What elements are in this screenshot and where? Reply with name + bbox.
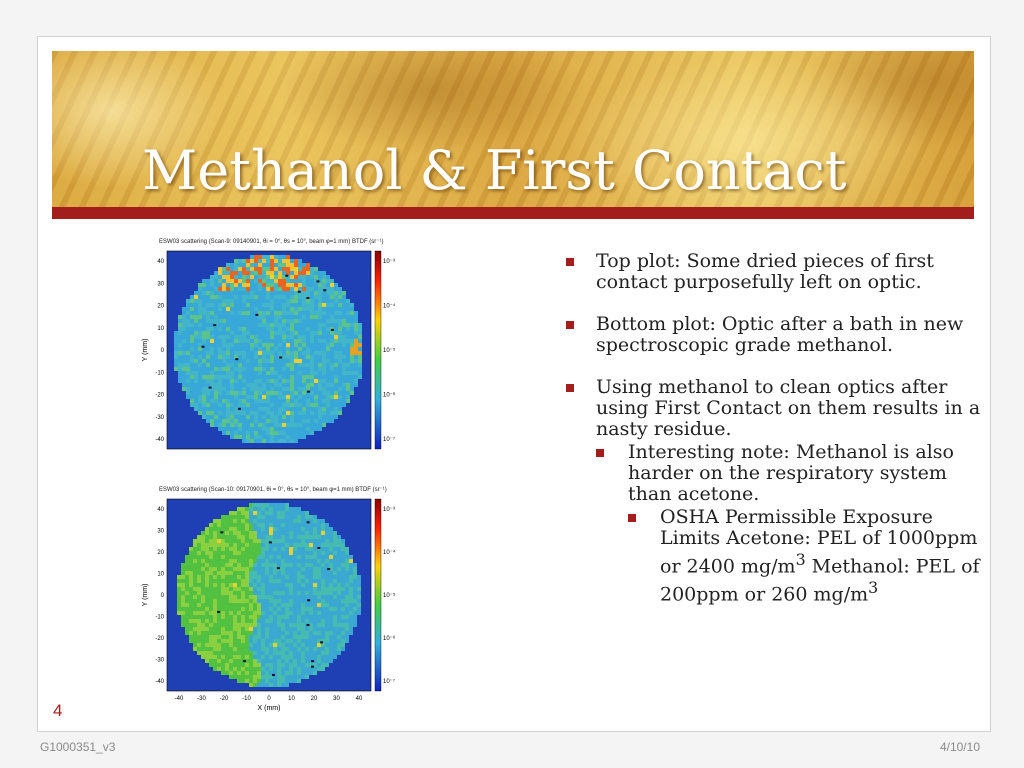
y-tick-label: 40 bbox=[157, 259, 164, 265]
y-tick-label: -10 bbox=[155, 614, 164, 621]
bullet-methanol-residue bbox=[562, 377, 982, 606]
osha-text-part2: Methanol: PEL of 200ppm or 260 mg/m bbox=[660, 555, 980, 606]
colorbar-tick-label: 10⁻⁶ bbox=[383, 636, 396, 642]
x-tick-label: -20 bbox=[219, 696, 229, 702]
sub-bullet-respiratory bbox=[596, 442, 982, 606]
bullet-text: Top plot: Some dried pieces of first contact purposefully left on optic. bbox=[596, 250, 934, 293]
bullet-top-plot bbox=[562, 251, 982, 293]
bullet-bottom-plot bbox=[562, 314, 982, 356]
title-banner bbox=[52, 51, 974, 207]
scatter-map-top bbox=[139, 233, 409, 465]
y-tick-label: -40 bbox=[155, 679, 164, 685]
bullet-square-icon bbox=[566, 258, 574, 266]
sub-sub-bullet-osha bbox=[628, 507, 982, 606]
x-tick-label: -30 bbox=[197, 696, 206, 702]
bullet-square-icon bbox=[566, 321, 574, 329]
y-tick-label: -20 bbox=[155, 636, 164, 642]
y-tick-label: 30 bbox=[157, 281, 164, 288]
bullet-text: Bottom plot: Optic after a bath in new spectroscopic grade methanol. bbox=[596, 313, 964, 356]
x-tick-label: 10 bbox=[288, 696, 295, 702]
y-tick-label: 0 bbox=[160, 593, 164, 599]
footer-date: 4/10/10 bbox=[939, 740, 980, 754]
scatter-map-bottom bbox=[139, 481, 409, 721]
y-tick-label: -30 bbox=[155, 657, 164, 664]
colorbar-tick-label: 10⁻⁷ bbox=[383, 679, 396, 685]
y-tick-label: -20 bbox=[155, 392, 164, 399]
y-tick-label: 10 bbox=[157, 325, 164, 332]
title-divider-bar bbox=[52, 207, 974, 219]
x-tick-label: 40 bbox=[355, 696, 363, 702]
bullet-square-icon bbox=[596, 449, 604, 457]
plot-title: ESW03 scattering (Scan-9: 09140901, θi = 0°, θs = 10°, beam φ=1 mm) BTDF (sr⁻¹) bbox=[159, 239, 384, 245]
sub-bullet-text: Interesting note: Methanol is also harder on the respiratory system than acetone. bbox=[628, 441, 954, 505]
x-tick-label: 0 bbox=[267, 696, 271, 702]
x-tick-label: -10 bbox=[242, 696, 251, 702]
slide bbox=[37, 36, 991, 732]
x-tick-label: 30 bbox=[333, 696, 340, 702]
bullet-text: Using methanol to clean optics after using First Contact on them results in a nasty residue. bbox=[596, 376, 981, 440]
bullet-square-icon bbox=[566, 384, 574, 392]
x-tick-label: -40 bbox=[174, 696, 184, 702]
y-tick-label: 30 bbox=[157, 528, 164, 535]
colorbar-tick-label: 10⁻⁷ bbox=[383, 437, 396, 443]
y-tick-label: -10 bbox=[155, 370, 164, 377]
colorbar-tick-label: 10⁻³ bbox=[383, 259, 395, 265]
colorbar-tick-label: 10⁻⁴ bbox=[383, 303, 396, 310]
y-tick-label: -40 bbox=[155, 437, 164, 443]
colorbar-tick-label: 10⁻⁵ bbox=[383, 348, 396, 354]
colorbar bbox=[375, 251, 381, 449]
plot-title: ESW03 scattering (Scan-10: 09170901, θi = 0°, θs = 10°, beam φ=1 mm) BTDF (sr⁻¹) bbox=[159, 487, 387, 493]
y-axis-label: Y (mm) bbox=[142, 583, 149, 607]
scatter-disc bbox=[174, 255, 362, 443]
osha-text-part1: OSHA Permissible Exposure Limits Acetone: PEL of 1000ppm or 2400 mg/m bbox=[660, 506, 978, 578]
y-tick-label: 20 bbox=[157, 303, 164, 310]
osha-sup2: 3 bbox=[868, 578, 879, 598]
y-axis-label: Y (mm) bbox=[142, 338, 149, 362]
colorbar-tick-label: 10⁻⁵ bbox=[383, 593, 396, 599]
colorbar-tick-label: 10⁻⁶ bbox=[383, 392, 396, 399]
x-tick-label: 20 bbox=[310, 696, 318, 702]
y-tick-label: 40 bbox=[157, 507, 164, 513]
colorbar bbox=[375, 499, 381, 691]
bullet-list bbox=[562, 251, 982, 627]
y-tick-label: -30 bbox=[155, 414, 164, 421]
y-tick-label: 20 bbox=[157, 550, 164, 556]
osha-sup1: 3 bbox=[795, 550, 806, 569]
page-number: 4 bbox=[53, 701, 63, 720]
x-axis-label: X (mm) bbox=[257, 705, 281, 712]
colorbar-tick-label: 10⁻³ bbox=[383, 507, 395, 513]
bullet-square-icon bbox=[628, 514, 636, 522]
slide-title: Methanol & First Contact bbox=[142, 139, 847, 202]
colorbar-tick-label: 10⁻⁴ bbox=[383, 550, 396, 556]
y-tick-label: 0 bbox=[160, 348, 164, 354]
y-tick-label: 10 bbox=[157, 571, 164, 578]
footer-document-id: G1000351_v3 bbox=[40, 740, 116, 754]
